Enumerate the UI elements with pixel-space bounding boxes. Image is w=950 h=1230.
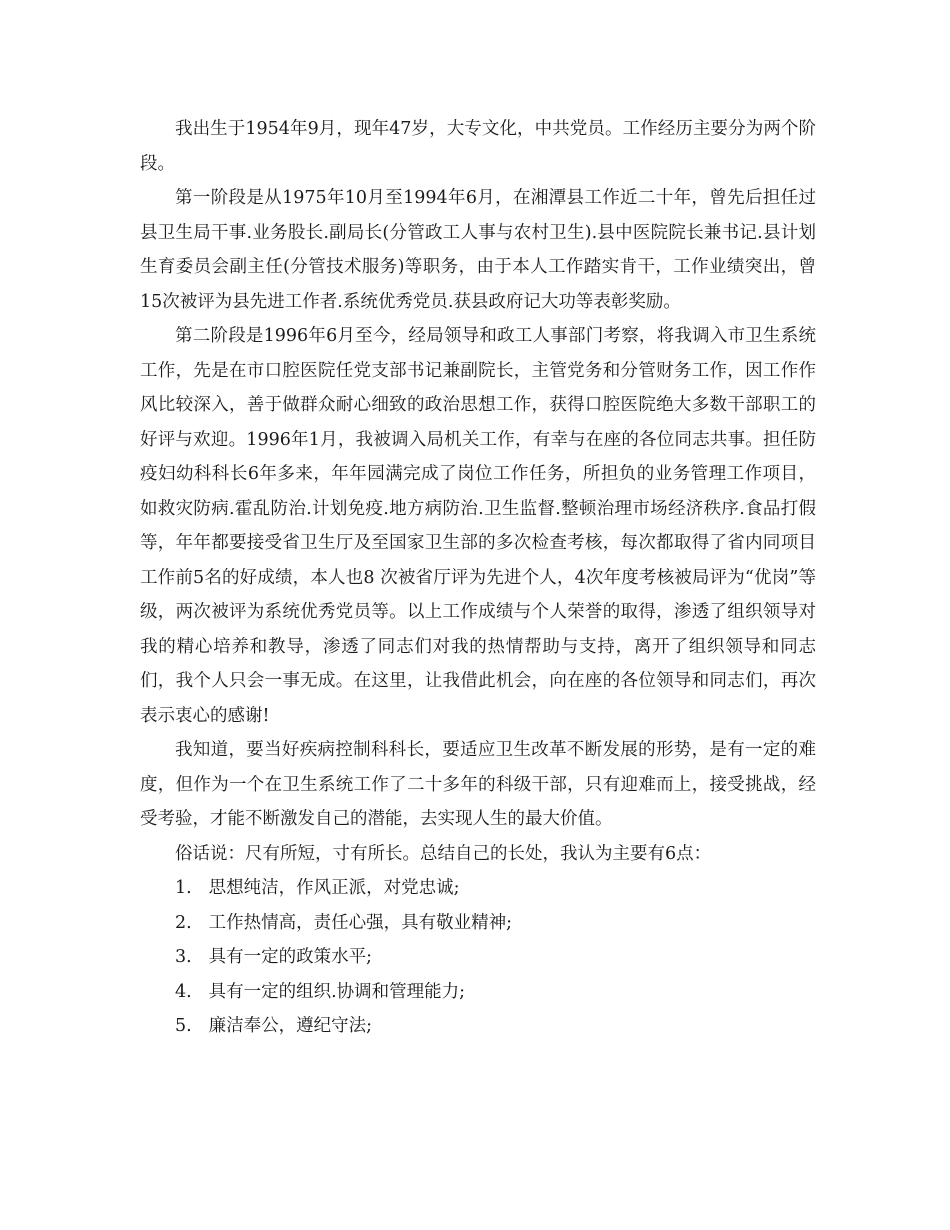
list-number: 4. — [175, 981, 192, 1002]
list-number: 5. — [175, 1016, 192, 1036]
list-number: 2. — [175, 912, 192, 933]
paragraph-intro: 我出生于1954年9月，现年47岁，大专文化，中共党员。工作经历主要分为两个阶段。 — [140, 119, 816, 174]
paragraph-strengths-intro: 俗话说：尺有所短，寸有所长。总结自己的长处，我认为主要有6点： — [175, 843, 712, 864]
list-item — [140, 940, 816, 975]
list-number: 1. — [175, 878, 192, 898]
list-text: 工作热情高，责任心强，具有敬业精神; — [208, 912, 512, 933]
list-item — [140, 871, 816, 906]
list-item — [140, 1009, 816, 1044]
list-text: 廉洁奉公，遵纪守法; — [208, 1016, 372, 1036]
list-number: 3. — [175, 947, 192, 967]
paragraph-stage-two: 第二阶段是1996年6月至今，经局领导和政工人事部门考察，将我调入市卫生系统工作，先是在市口腔医院任党支部书记兼副院长，主管党务和分管财务工作，因工作作风比较深入，善于做群众耐心细致的政治思想工作，获得口腔医院绝大多数干部职工的好评与欢迎。1996年1月，我被调入局机关工作，有幸与在座的各位同志共事。担任防疫妇幼科科长6年多来，年年园满完成了岗位工作任务，所担负的业务管理工作项目，如救灾防病.霍乱防治.计划免疫.地方病防治.卫生监督.整顿治理市场经济秩序.食品打假等，年年都要接受省卫生厅及至国家卫生部的多次检查考核，每次都取得了省内同项目工作前5名的好成绩，本人也8 次被省厅评为先进个人，4次年度考核被局评为“优岗”等级，两次被评为系统优秀党员等。以上工作成绩与个人荣誉的取得，渗透了组织领导对我的精心培养和教导，渗透了同志们对我的热情帮助与支持，离开了组织领导和同志们，我个人只会一事无成。在这里，让我借此机会，向在座的各位领导和同志们，再次表示衷心的感谢! — [140, 326, 816, 726]
list-text: 具有一定的组织.协调和管理能力; — [208, 981, 466, 1002]
paragraph-stage-one: 第一阶段是从1975年10月至1994年6月，在湘潭县工作近二十年，曾先后担任过县卫生局干事.业务股长.副局长(分管政工人事与农村卫生).县中医院院长兼书记.县计划生育委员会副主任(分管技术服务)等职务，由于本人工作踏实肯干，工作业绩突出，曾15次被评为县先进工作者.系统优秀党员.获县政府记大功等表彰奖励。 — [140, 188, 816, 312]
list-item — [140, 906, 816, 941]
list-item — [140, 975, 816, 1010]
document-body — [140, 112, 816, 1044]
list-text: 思想纯洁，作风正派，对党忠诚; — [208, 878, 460, 898]
list-text: 具有一定的政策水平; — [208, 947, 372, 967]
paragraph-challenge: 我知道，要当好疾病控制科科长，要适应卫生改革不断发展的形势，是有一定的难度，但作为一个在卫生系统工作了二十多年的科级干部，只有迎难而上，接受挑战，经受考验，才能不断激发自己的潜能，去实现人生的最大价值。 — [140, 740, 816, 829]
